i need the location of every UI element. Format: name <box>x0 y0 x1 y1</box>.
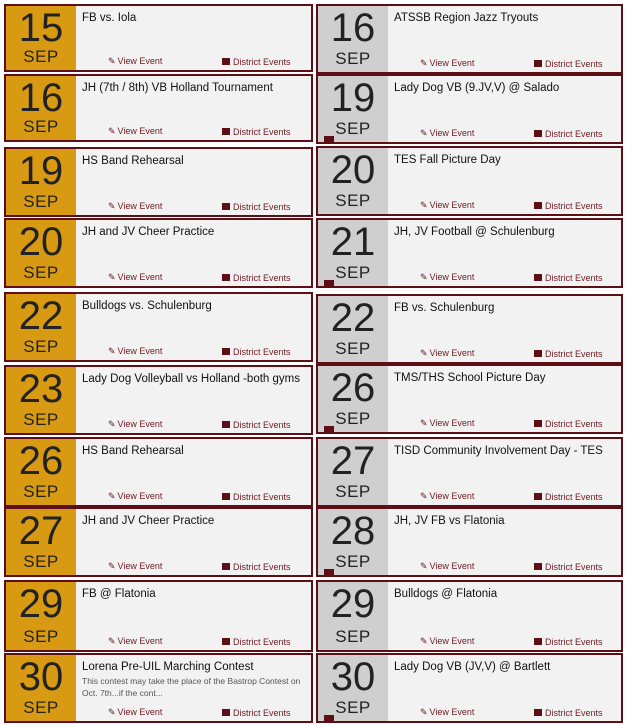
event-links <box>76 706 311 718</box>
calendar-icon <box>222 58 230 65</box>
view-event-link[interactable] <box>108 56 162 67</box>
event-day: 16 <box>18 76 64 120</box>
district-events-label: District Events <box>233 202 291 212</box>
view-event-label: View Event <box>117 346 163 356</box>
view-event-label: View Event <box>429 58 475 68</box>
view-event-link[interactable] <box>108 491 162 502</box>
date-block <box>318 148 388 214</box>
event-month: SEP <box>23 47 59 66</box>
calendar-icon <box>534 563 542 570</box>
event-card[interactable] <box>316 580 623 652</box>
view-event-label: View Event <box>429 561 475 571</box>
event-links <box>76 200 311 212</box>
view-event-link[interactable] <box>108 346 162 357</box>
calendar-icon <box>534 420 542 427</box>
district-events-link[interactable] <box>534 492 603 502</box>
event-month: SEP <box>23 117 59 136</box>
district-events-label: District Events <box>545 349 603 359</box>
district-events-label: District Events <box>545 637 603 647</box>
calendar-icon <box>222 709 230 716</box>
event-title[interactable]: TES Fall Picture Day <box>394 154 501 166</box>
district-events-label: District Events <box>233 347 291 357</box>
event-title[interactable]: JH (7th / 8th) VB Holland Tournament <box>82 82 273 94</box>
event-links <box>76 635 311 647</box>
event-month: SEP <box>335 339 371 358</box>
event-month: SEP <box>335 552 371 571</box>
view-event-link[interactable] <box>108 201 162 212</box>
pin-icon: ✎ <box>420 491 428 501</box>
calendar-icon <box>534 60 542 67</box>
date-block <box>6 582 76 650</box>
district-events-label: District Events <box>233 637 291 647</box>
event-links <box>388 560 621 572</box>
event-title[interactable]: TMS/THS School Picture Day <box>394 372 546 384</box>
district-events-link[interactable] <box>534 708 603 718</box>
pin-icon: ✎ <box>108 419 116 429</box>
view-event-link[interactable] <box>108 636 162 647</box>
event-links <box>76 55 311 67</box>
calendar-icon <box>534 638 542 645</box>
more-tab-marker <box>324 280 334 286</box>
calendar-icon <box>534 130 542 137</box>
date-block <box>318 76 388 142</box>
event-links <box>388 347 621 359</box>
event-links <box>76 345 311 357</box>
calendar-icon <box>534 350 542 357</box>
date-block <box>6 439 76 505</box>
pin-icon: ✎ <box>108 56 116 66</box>
event-card[interactable] <box>4 437 313 507</box>
event-month: SEP <box>23 337 59 356</box>
event-month: SEP <box>335 409 371 428</box>
date-block <box>318 366 388 432</box>
district-events-link[interactable] <box>534 637 603 647</box>
pin-icon: ✎ <box>420 636 428 646</box>
event-title[interactable]: Bulldogs vs. Schulenburg <box>82 300 212 312</box>
district-events-link[interactable] <box>222 202 291 212</box>
calendar-icon <box>222 203 230 210</box>
event-day: 26 <box>18 439 64 483</box>
pin-icon: ✎ <box>108 491 116 501</box>
view-event-link[interactable] <box>108 419 162 430</box>
event-title[interactable]: Bulldogs @ Flatonia <box>394 588 498 600</box>
district-events-label: District Events <box>233 127 291 137</box>
date-block <box>6 509 76 575</box>
event-card[interactable] <box>4 507 313 577</box>
event-day: 30 <box>330 655 376 699</box>
event-month: SEP <box>23 627 59 646</box>
event-day: 20 <box>330 148 376 192</box>
event-card[interactable] <box>4 292 313 362</box>
event-day: 19 <box>18 149 64 193</box>
event-title[interactable]: HS Band Rehearsal <box>82 155 184 167</box>
event-card[interactable] <box>4 218 313 288</box>
event-card[interactable] <box>4 147 313 217</box>
event-month: SEP <box>23 482 59 501</box>
event-links <box>388 706 621 718</box>
event-title[interactable]: JH, JV Football @ Schulenburg <box>394 226 555 238</box>
event-month: SEP <box>23 552 59 571</box>
event-month: SEP <box>335 119 371 138</box>
event-card[interactable] <box>316 146 623 216</box>
pin-icon: ✎ <box>108 272 116 282</box>
view-event-link[interactable] <box>420 58 474 69</box>
view-event-label: View Event <box>429 636 475 646</box>
district-events-label: District Events <box>545 419 603 429</box>
district-events-link[interactable] <box>534 419 603 429</box>
district-events-label: District Events <box>545 273 603 283</box>
event-card[interactable] <box>316 294 623 364</box>
more-tab-marker <box>324 426 334 432</box>
event-card[interactable] <box>316 364 623 434</box>
event-links <box>388 490 621 502</box>
date-block <box>6 294 76 360</box>
event-title[interactable]: Lady Dog Volleyball vs Holland -both gyms <box>82 373 300 385</box>
district-events-link[interactable] <box>534 129 603 139</box>
event-day: 19 <box>330 76 376 120</box>
more-tab-marker <box>324 569 334 575</box>
calendar-icon <box>222 348 230 355</box>
district-events-link[interactable] <box>222 57 291 67</box>
event-card[interactable] <box>4 580 313 652</box>
event-title[interactable]: FB @ Flatonia <box>82 588 156 600</box>
event-card[interactable] <box>316 218 623 288</box>
pin-icon: ✎ <box>420 128 428 138</box>
district-events-label: District Events <box>233 273 291 283</box>
view-event-link[interactable] <box>420 636 474 647</box>
event-links <box>388 271 621 283</box>
event-card[interactable] <box>4 653 313 723</box>
date-block <box>6 6 76 70</box>
view-event-link[interactable] <box>420 707 474 718</box>
event-title[interactable]: FB vs. Iola <box>82 12 137 24</box>
district-events-link[interactable] <box>534 349 603 359</box>
district-events-label: District Events <box>233 562 291 572</box>
event-card[interactable] <box>4 4 313 72</box>
event-card[interactable] <box>316 507 623 577</box>
view-event-label: View Event <box>429 418 475 428</box>
event-links <box>76 125 311 137</box>
event-title[interactable]: ATSSB Region Jazz Tryouts <box>394 12 539 24</box>
date-block <box>318 655 388 721</box>
event-day: 20 <box>18 220 64 264</box>
event-day: 26 <box>330 366 376 410</box>
district-events-label: District Events <box>233 492 291 502</box>
view-event-link[interactable] <box>108 707 162 718</box>
view-event-link[interactable] <box>108 561 162 572</box>
district-events-link[interactable] <box>222 562 291 572</box>
district-events-link[interactable] <box>222 347 291 357</box>
event-card[interactable] <box>316 437 623 507</box>
pin-icon: ✎ <box>420 58 428 68</box>
pin-icon: ✎ <box>420 348 428 358</box>
view-event-link[interactable] <box>420 561 474 572</box>
event-links <box>76 560 311 572</box>
event-month: SEP <box>335 191 371 210</box>
date-block <box>318 6 388 72</box>
event-month: SEP <box>335 263 371 282</box>
date-block <box>318 582 388 650</box>
view-event-label: View Event <box>429 707 475 717</box>
event-month: SEP <box>335 698 371 717</box>
district-events-link[interactable] <box>222 637 291 647</box>
date-block <box>318 296 388 362</box>
event-month: SEP <box>335 482 371 501</box>
event-day: 30 <box>18 655 64 699</box>
event-day: 16 <box>330 6 376 50</box>
event-links <box>388 635 621 647</box>
event-description: This contest may take the place of the Bastrop Contest on Oct. 7th...if the cont... <box>82 676 301 698</box>
view-event-label: View Event <box>117 126 163 136</box>
calendar-icon <box>222 421 230 428</box>
view-event-label: View Event <box>117 561 163 571</box>
view-event-link[interactable] <box>420 272 474 283</box>
view-event-label: View Event <box>429 128 475 138</box>
calendar-icon <box>222 638 230 645</box>
event-title[interactable]: FB vs. Schulenburg <box>394 302 495 314</box>
pin-icon: ✎ <box>108 636 116 646</box>
event-month: SEP <box>335 627 371 646</box>
pin-icon: ✎ <box>108 346 116 356</box>
event-links <box>76 271 311 283</box>
district-events-label: District Events <box>233 420 291 430</box>
view-event-link[interactable] <box>420 128 474 139</box>
calendar-icon <box>222 493 230 500</box>
event-month: SEP <box>335 49 371 68</box>
view-event-link[interactable] <box>420 418 474 429</box>
more-tab-marker <box>324 136 334 142</box>
district-events-label: District Events <box>233 57 291 67</box>
event-links <box>388 417 621 429</box>
calendar-icon <box>534 202 542 209</box>
pin-icon: ✎ <box>108 126 116 136</box>
date-block <box>6 220 76 286</box>
event-title[interactable]: JH and JV Cheer Practice <box>82 226 215 238</box>
event-links <box>76 418 311 430</box>
event-day: 27 <box>330 439 376 483</box>
event-title[interactable]: JH and JV Cheer Practice <box>82 515 215 527</box>
event-title[interactable]: Lady Dog VB (9.JV,V) @ Salado <box>394 82 560 94</box>
district-events-link[interactable] <box>222 420 291 430</box>
district-events-link[interactable] <box>222 492 291 502</box>
event-month: SEP <box>23 410 59 429</box>
event-month: SEP <box>23 698 59 717</box>
district-events-link[interactable] <box>222 708 291 718</box>
event-links <box>388 57 621 69</box>
view-event-label: View Event <box>429 491 475 501</box>
view-event-label: View Event <box>117 707 163 717</box>
calendar-icon <box>534 709 542 716</box>
event-title[interactable]: JH, JV FB vs Flatonia <box>394 515 505 527</box>
event-title[interactable]: HS Band Rehearsal <box>82 445 184 457</box>
view-event-link[interactable] <box>108 272 162 283</box>
pin-icon: ✎ <box>420 418 428 428</box>
event-card[interactable] <box>4 365 313 435</box>
pin-icon: ✎ <box>108 707 116 717</box>
view-event-link[interactable] <box>420 200 474 211</box>
date-block <box>318 509 388 575</box>
event-card[interactable] <box>4 74 313 142</box>
view-event-label: View Event <box>117 201 163 211</box>
event-card[interactable] <box>316 4 623 74</box>
view-event-label: View Event <box>429 200 475 210</box>
event-day: 29 <box>330 582 376 626</box>
district-events-label: District Events <box>233 708 291 718</box>
event-links <box>388 199 621 211</box>
date-block <box>6 655 76 721</box>
event-title[interactable]: Lorena Pre-UIL Marching Contest <box>82 661 254 673</box>
event-links <box>388 127 621 139</box>
event-card[interactable] <box>316 653 623 723</box>
pin-icon: ✎ <box>108 561 116 571</box>
event-day: 23 <box>18 367 64 411</box>
pin-icon: ✎ <box>420 561 428 571</box>
district-events-link[interactable] <box>534 59 603 69</box>
view-event-link[interactable] <box>420 491 474 502</box>
district-events-link[interactable] <box>534 273 603 283</box>
event-day: 29 <box>18 582 64 626</box>
event-day: 28 <box>330 509 376 553</box>
view-event-link[interactable] <box>420 348 474 359</box>
pin-icon: ✎ <box>108 201 116 211</box>
event-card[interactable] <box>316 74 623 144</box>
view-event-label: View Event <box>117 491 163 501</box>
date-block <box>318 220 388 286</box>
calendar-icon <box>222 274 230 281</box>
event-day: 21 <box>330 220 376 264</box>
event-title[interactable]: Lady Dog VB (JV,V) @ Bartlett <box>394 661 551 673</box>
pin-icon: ✎ <box>420 272 428 282</box>
event-title[interactable]: TISD Community Involvement Day - TES <box>394 445 603 457</box>
event-links <box>76 490 311 502</box>
district-events-link[interactable] <box>534 201 603 211</box>
district-events-label: District Events <box>545 708 603 718</box>
district-events-label: District Events <box>545 201 603 211</box>
calendar-icon <box>222 128 230 135</box>
district-events-link[interactable] <box>534 562 603 572</box>
event-day: 15 <box>18 6 64 50</box>
calendar-icon <box>534 274 542 281</box>
event-day: 22 <box>330 296 376 340</box>
more-tab-marker <box>324 715 334 721</box>
event-month: SEP <box>23 192 59 211</box>
date-block <box>6 149 76 215</box>
event-day: 27 <box>18 509 64 553</box>
date-block <box>6 367 76 433</box>
district-events-label: District Events <box>545 129 603 139</box>
view-event-label: View Event <box>429 348 475 358</box>
pin-icon: ✎ <box>420 200 428 210</box>
view-event-label: View Event <box>117 272 163 282</box>
district-events-link[interactable] <box>222 127 291 137</box>
view-event-label: View Event <box>117 56 163 66</box>
event-day: 22 <box>18 294 64 338</box>
view-event-label: View Event <box>429 272 475 282</box>
calendar-icon <box>222 563 230 570</box>
date-block <box>6 76 76 140</box>
district-events-label: District Events <box>545 59 603 69</box>
view-event-label: View Event <box>117 419 163 429</box>
event-month: SEP <box>23 263 59 282</box>
district-events-label: District Events <box>545 562 603 572</box>
calendar-icon <box>534 493 542 500</box>
view-event-link[interactable] <box>108 126 162 137</box>
view-event-label: View Event <box>117 636 163 646</box>
pin-icon: ✎ <box>420 707 428 717</box>
district-events-label: District Events <box>545 492 603 502</box>
district-events-link[interactable] <box>222 273 291 283</box>
date-block <box>318 439 388 505</box>
